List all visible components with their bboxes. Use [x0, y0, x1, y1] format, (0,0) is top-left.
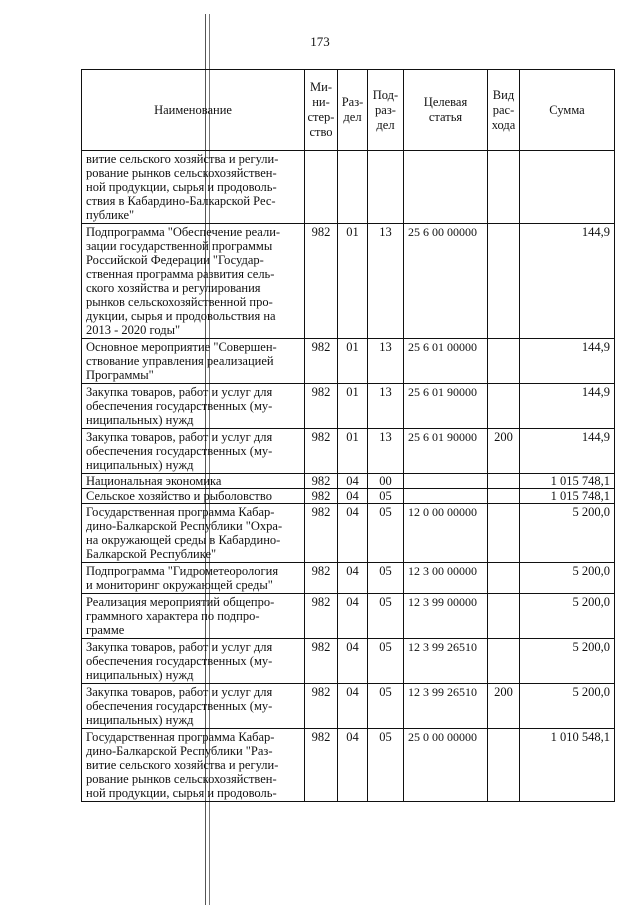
cell-ministry: 982	[305, 504, 338, 563]
cell-name: Закупка товаров, работ и услуг для обеспечения государственных (му- ниципальных) нужд	[82, 684, 305, 729]
table-row	[82, 151, 615, 224]
table-row	[82, 474, 615, 489]
cell-expense-type	[488, 224, 520, 339]
header-expense-type: Вид рас- хода	[488, 70, 520, 151]
cell-sum: 1 015 748,1	[520, 489, 615, 504]
cell-ministry: 982	[305, 729, 338, 802]
cell-section: 01	[338, 339, 368, 384]
table-body	[82, 151, 615, 802]
cell-subsection: 05	[368, 594, 404, 639]
table-header-row	[82, 70, 615, 151]
budget-table	[81, 69, 615, 802]
cell-target: 25 6 01 90000	[404, 429, 488, 474]
cell-sum	[520, 151, 615, 224]
cell-expense-type	[488, 594, 520, 639]
table-row	[82, 729, 615, 802]
cell-target	[404, 489, 488, 504]
cell-sum: 144,9	[520, 384, 615, 429]
cell-ministry: 982	[305, 684, 338, 729]
table-row	[82, 489, 615, 504]
cell-ministry: 982	[305, 429, 338, 474]
cell-sum: 144,9	[520, 224, 615, 339]
cell-sum: 5 200,0	[520, 594, 615, 639]
cell-name: Закупка товаров, работ и услуг для обеспечения государственных (му- ниципальных) нужд	[82, 639, 305, 684]
cell-target	[404, 474, 488, 489]
cell-name: Государственная программа Кабар- дино-Балкарской Республики "Охра- на окружающей среды в Кабардино- Балкарской Республике"	[82, 504, 305, 563]
cell-subsection: 13	[368, 384, 404, 429]
table-row	[82, 339, 615, 384]
cell-expense-type: 200	[488, 684, 520, 729]
page-number: 173	[310, 34, 330, 49]
cell-target: 12 3 99 26510	[404, 639, 488, 684]
cell-target: 12 3 00 00000	[404, 563, 488, 594]
cell-ministry: 982	[305, 489, 338, 504]
cell-ministry: 982	[305, 563, 338, 594]
cell-section: 04	[338, 639, 368, 684]
cell-ministry	[305, 151, 338, 224]
cell-target: 25 0 00 00000	[404, 729, 488, 802]
cell-name: Реализация мероприятий общепро- граммного характера по подпро- грамме	[82, 594, 305, 639]
cell-expense-type	[488, 474, 520, 489]
cell-section	[338, 151, 368, 224]
cell-sum: 5 200,0	[520, 684, 615, 729]
cell-expense-type: 200	[488, 429, 520, 474]
cell-ministry: 982	[305, 224, 338, 339]
cell-section: 04	[338, 729, 368, 802]
cell-expense-type	[488, 151, 520, 224]
cell-target	[404, 151, 488, 224]
cell-name: Подпрограмма "Гидрометеорология и мониторинг окружающей среды"	[82, 563, 305, 594]
table-row	[82, 563, 615, 594]
cell-name: Сельское хозяйство и рыболовство	[82, 489, 305, 504]
cell-name: Национальная экономика	[82, 474, 305, 489]
table-row	[82, 594, 615, 639]
cell-section: 01	[338, 429, 368, 474]
cell-expense-type	[488, 563, 520, 594]
cell-target: 25 6 01 00000	[404, 339, 488, 384]
cell-subsection: 05	[368, 489, 404, 504]
cell-name: витие сельского хозяйства и регули- рование рынков сельскохозяйствен- ной продукции, сырья и продоволь- ствия в Кабардино-Балкарской Рес- публике"	[82, 151, 305, 224]
header-name: Наименование	[82, 70, 305, 151]
cell-expense-type	[488, 339, 520, 384]
header-target: Целевая статья	[404, 70, 488, 151]
cell-section: 01	[338, 384, 368, 429]
header-sum: Сумма	[520, 70, 615, 151]
cell-section: 04	[338, 474, 368, 489]
cell-section: 04	[338, 594, 368, 639]
cell-sum: 144,9	[520, 339, 615, 384]
cell-ministry: 982	[305, 384, 338, 429]
cell-ministry: 982	[305, 339, 338, 384]
cell-name: Основное мероприятие "Совершен- ствование управления реализацией Программы"	[82, 339, 305, 384]
cell-subsection: 05	[368, 684, 404, 729]
cell-subsection: 13	[368, 339, 404, 384]
table-row	[82, 504, 615, 563]
cell-ministry: 982	[305, 594, 338, 639]
table-row	[82, 384, 615, 429]
cell-target: 12 3 99 26510	[404, 684, 488, 729]
cell-expense-type	[488, 639, 520, 684]
cell-expense-type	[488, 384, 520, 429]
cell-name: Закупка товаров, работ и услуг для обеспечения государственных (му- ниципальных) нужд	[82, 384, 305, 429]
cell-ministry: 982	[305, 639, 338, 684]
cell-name: Государственная программа Кабар- дино-Балкарской Республики "Раз- витие сельского хозяйства и регули- рование рынков сельскохозяйствен- ной продукции, сырья и продоволь-	[82, 729, 305, 802]
cell-target: 25 6 00 00000	[404, 224, 488, 339]
cell-sum: 5 200,0	[520, 639, 615, 684]
cell-subsection: 05	[368, 639, 404, 684]
cell-sum: 1 015 748,1	[520, 474, 615, 489]
cell-section: 04	[338, 489, 368, 504]
cell-expense-type	[488, 489, 520, 504]
table-row	[82, 224, 615, 339]
cell-sum: 144,9	[520, 429, 615, 474]
cell-expense-type	[488, 729, 520, 802]
cell-target: 12 0 00 00000	[404, 504, 488, 563]
cell-subsection: 13	[368, 224, 404, 339]
cell-sum: 1 010 548,1	[520, 729, 615, 802]
header-section: Раз- дел	[338, 70, 368, 151]
cell-subsection: 05	[368, 729, 404, 802]
cell-name: Подпрограмма "Обеспечение реали- зации государственной программы Российской Федерации "Государ- ственная программа развития сель- ского хозяйства и регулирования рынков сельскохозяйственной про- дукции, сырья и продовольствия на 2013 - 2020 годы"	[82, 224, 305, 339]
cell-section: 01	[338, 224, 368, 339]
cell-section: 04	[338, 684, 368, 729]
cell-target: 25 6 01 90000	[404, 384, 488, 429]
cell-sum: 5 200,0	[520, 563, 615, 594]
cell-name: Закупка товаров, работ и услуг для обеспечения государственных (му- ниципальных) нужд	[82, 429, 305, 474]
cell-sum: 5 200,0	[520, 504, 615, 563]
cell-subsection: 13	[368, 429, 404, 474]
header-ministry: Ми- ни- стер- ство	[305, 70, 338, 151]
cell-subsection: 05	[368, 563, 404, 594]
cell-section: 04	[338, 563, 368, 594]
table-row	[82, 639, 615, 684]
table-row	[82, 684, 615, 729]
cell-target: 12 3 99 00000	[404, 594, 488, 639]
table-row	[82, 429, 615, 474]
cell-ministry: 982	[305, 474, 338, 489]
cell-section: 04	[338, 504, 368, 563]
cell-subsection	[368, 151, 404, 224]
cell-expense-type	[488, 504, 520, 563]
header-subsection: Под- раз- дел	[368, 70, 404, 151]
cell-subsection: 05	[368, 504, 404, 563]
cell-subsection: 00	[368, 474, 404, 489]
